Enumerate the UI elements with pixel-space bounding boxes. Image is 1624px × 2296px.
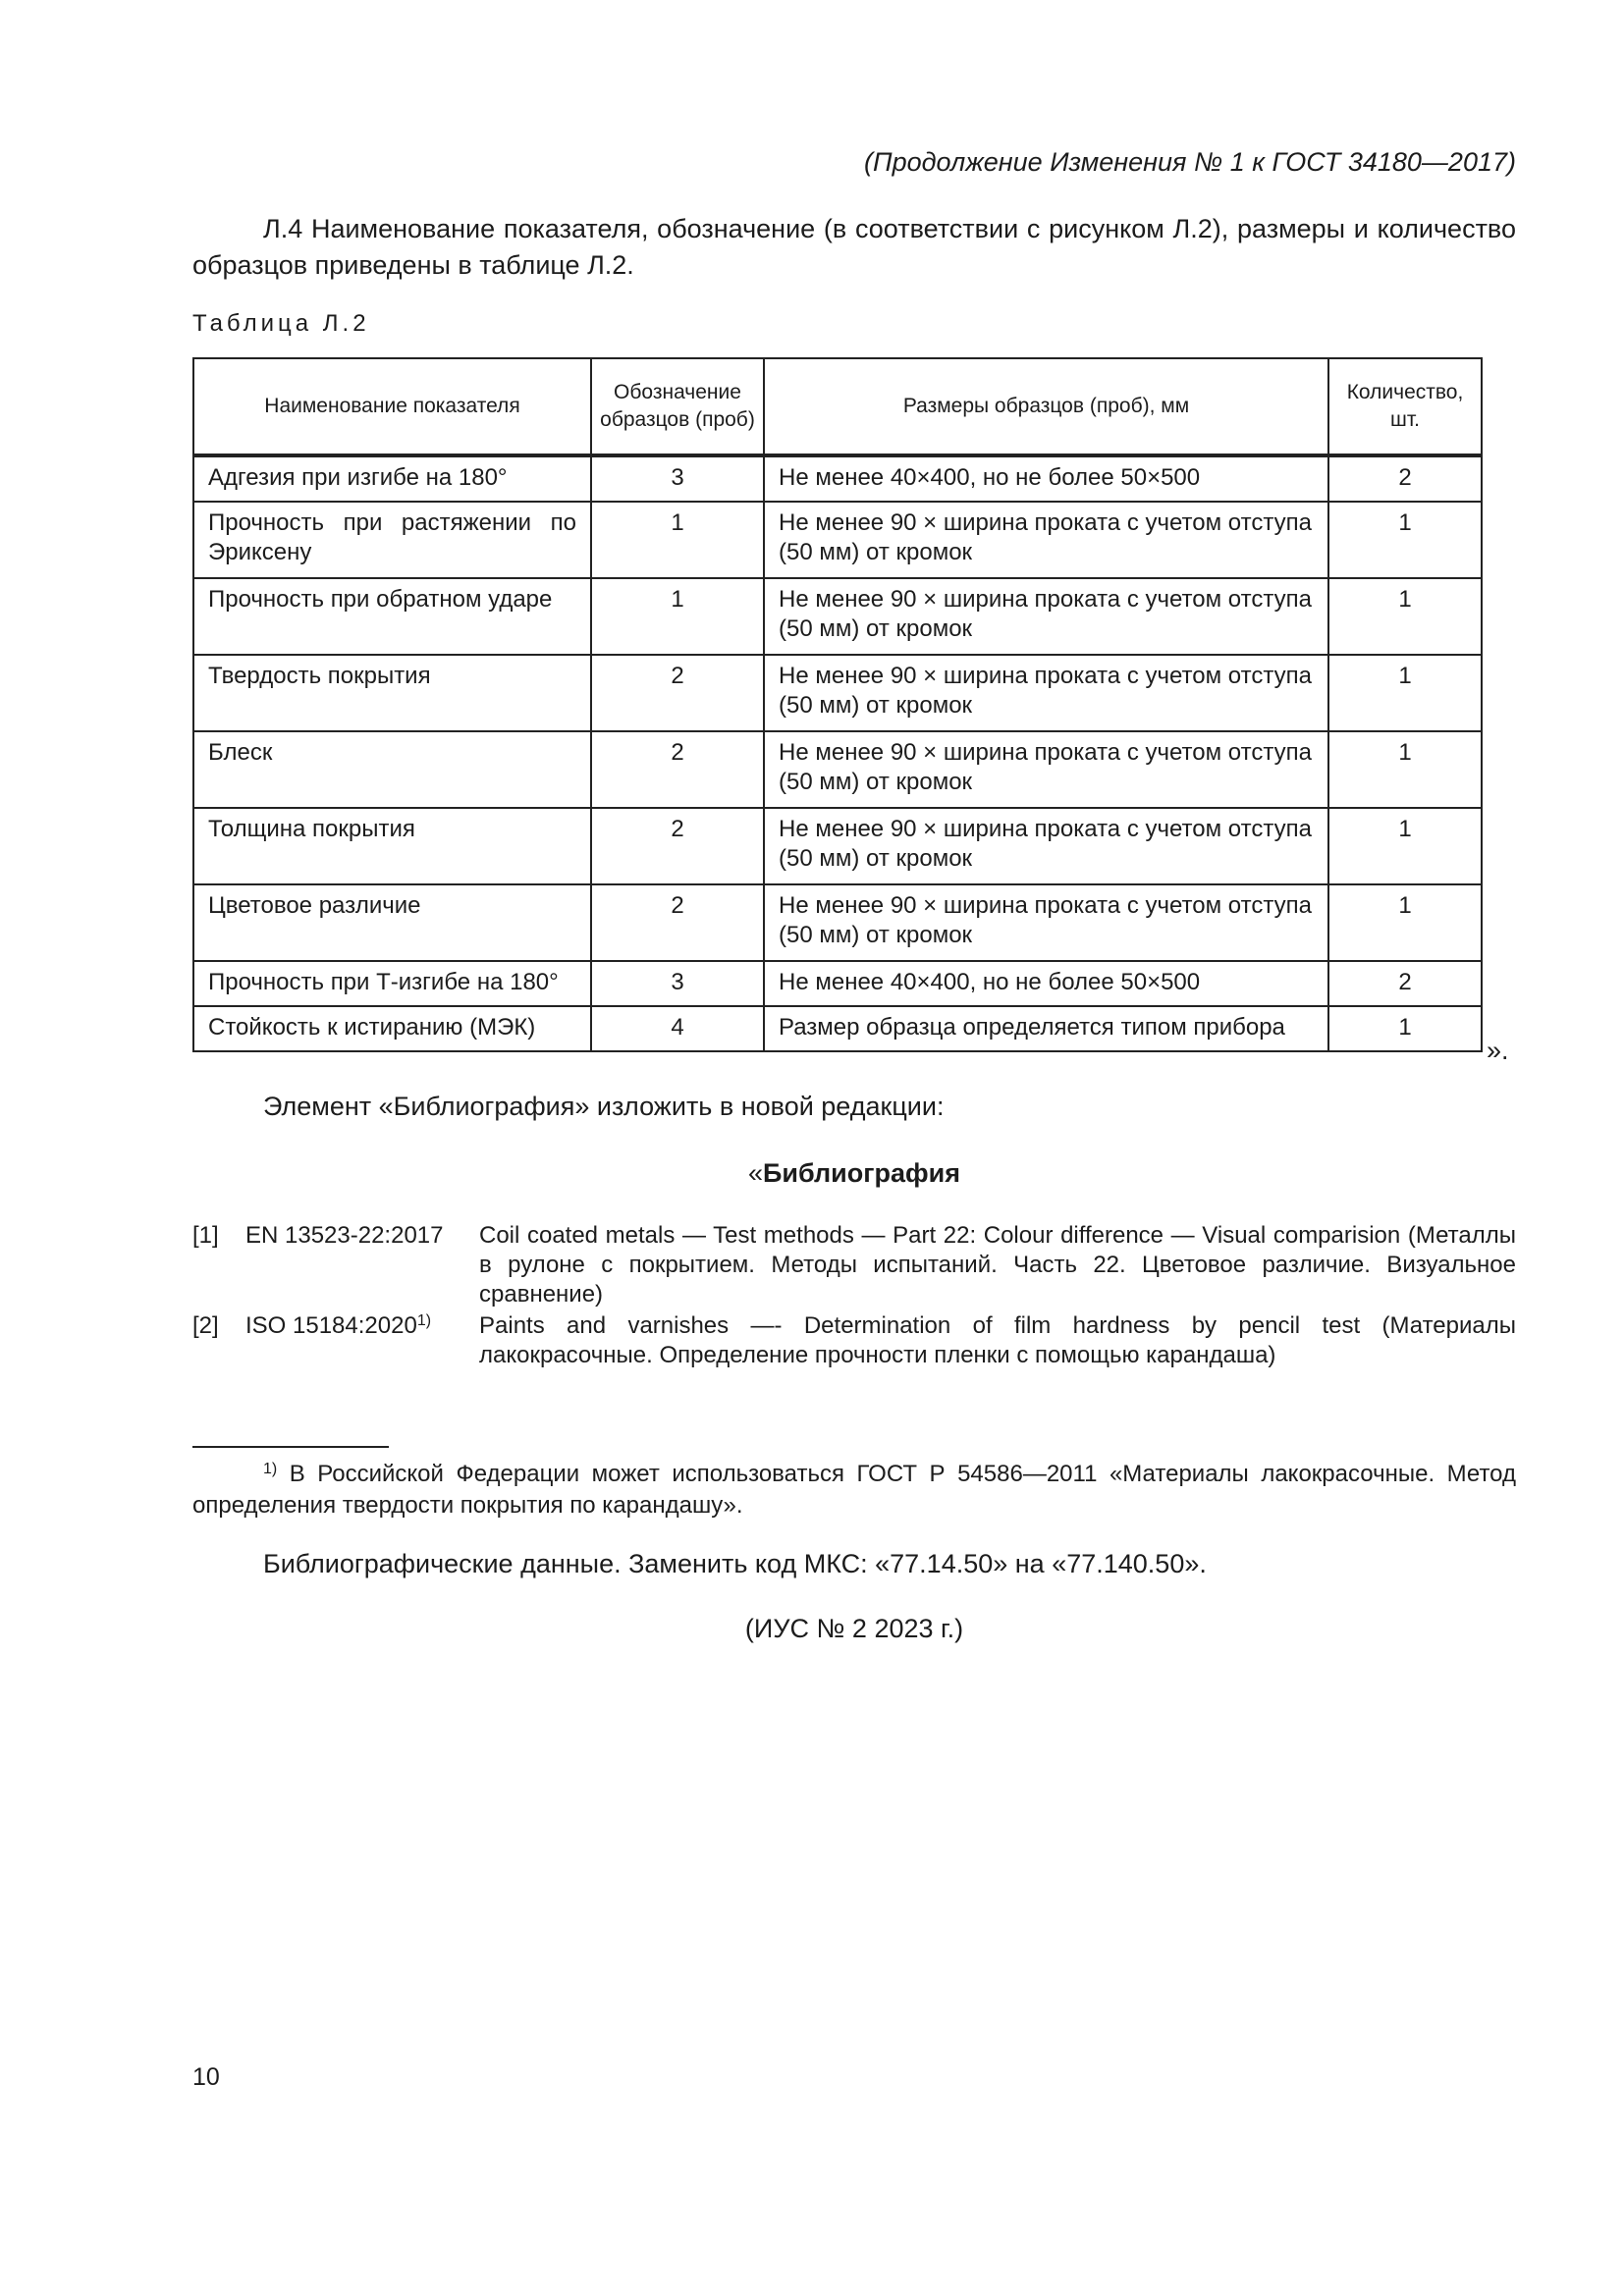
cell-quantity: 1 (1328, 1006, 1482, 1051)
cell-designation: 1 (591, 578, 764, 655)
page-number: 10 (192, 2063, 220, 2091)
cell-name: Твердость покрытия (193, 655, 591, 731)
bib-code: EN 13523-22:2017 (245, 1222, 444, 1249)
cell-quantity: 2 (1328, 961, 1482, 1006)
specimen-table (192, 357, 1481, 1052)
cell-name: Прочность при Т-изгибе на 180° (193, 961, 591, 1006)
cell-designation: 2 (591, 731, 764, 808)
bibliography-heading (0, 1158, 1624, 1189)
bib-code-text: ISO 15184:2020 (245, 1312, 417, 1339)
cell-size: Размер образца определяется типом прибора (764, 1006, 1328, 1051)
intro-paragraph: Л.4 Наименование показателя, обозначение (в соответствии с рисунком Л.2), размеры и количество образцов приведены в таблице Л.2. (192, 214, 1516, 280)
cell-quantity: 1 (1328, 578, 1482, 655)
cell-designation: 3 (591, 455, 764, 502)
cell-name: Адгезия при изгибе на 180° (193, 455, 591, 502)
footnote-mark: 1) (263, 1461, 278, 1477)
footnote-divider (192, 1446, 389, 1448)
cell-size: Не менее 40×400, но не более 50×500 (764, 961, 1328, 1006)
cell-quantity: 1 (1328, 808, 1482, 884)
cell-designation: 3 (591, 961, 764, 1006)
table-row (193, 455, 1482, 502)
cell-designation: 2 (591, 655, 764, 731)
bib-code (245, 1311, 431, 1341)
column-header: Количество, шт. (1328, 358, 1482, 455)
cell-size: Не менее 90 × ширина проката с учетом отступа (50 мм) от кромок (764, 808, 1328, 884)
open-quote: « (747, 1158, 764, 1188)
cell-size: Не менее 40×400, но не более 50×500 (764, 455, 1328, 502)
instruction-text: Элемент «Библиография» изложить в новой редакции: (263, 1092, 945, 1121)
cell-name: Блеск (193, 731, 591, 808)
table-row (193, 578, 1482, 655)
column-header: Наименование показателя (193, 358, 591, 455)
bib-number: [1] (192, 1222, 219, 1249)
bibliography-title: Библиография (763, 1158, 960, 1188)
cell-name: Цветовое различие (193, 884, 591, 961)
cell-designation: 4 (591, 1006, 764, 1051)
cell-quantity: 1 (1328, 502, 1482, 578)
bib-text: Paints and varnishes —- Determination of film hardness by pencil test (Материалы лакокрасочные. Определение прочности пленки с помощью карандаша) (479, 1312, 1516, 1368)
column-header: Обозначение образцов (проб) (591, 358, 764, 455)
footnote-ref[interactable]: 1) (416, 1312, 432, 1329)
table-row (193, 502, 1482, 578)
cell-name: Прочность при растяжении по Эриксену (193, 502, 591, 578)
table-row (193, 1006, 1482, 1051)
cell-designation: 2 (591, 884, 764, 961)
table-row (193, 808, 1482, 884)
cell-name: Стойкость к истиранию (МЭК) (193, 1006, 591, 1051)
cell-size: Не менее 90 × ширина проката с учетом отступа (50 мм) от кромок (764, 502, 1328, 578)
footnote-text: В Российской Федерации может использоваться ГОСТ Р 54586—2011 «Материалы лакокрасочные. Метод определения твердости покрытия по карандашу». (192, 1461, 1516, 1519)
cell-designation: 2 (591, 808, 764, 884)
bib-number: [2] (192, 1312, 219, 1339)
cell-quantity: 1 (1328, 655, 1482, 731)
ius-reference: (ИУС № 2 2023 г.) (744, 1614, 964, 1643)
table-row (193, 961, 1482, 1006)
table-header-row (193, 358, 1482, 455)
column-header: Размеры образцов (проб), мм (764, 358, 1328, 455)
cell-size: Не менее 90 × ширина проката с учетом отступа (50 мм) от кромок (764, 731, 1328, 808)
bibliographic-data: Библиографические данные. Заменить код МКС: «77.14.50» на «77.140.50». (263, 1549, 1207, 1578)
cell-designation: 1 (591, 502, 764, 578)
footnote (192, 1459, 1516, 1522)
cell-size: Не менее 90 × ширина проката с учетом отступа (50 мм) от кромок (764, 655, 1328, 731)
cell-quantity: 1 (1328, 884, 1482, 961)
cell-quantity: 1 (1328, 731, 1482, 808)
closing-quote: ». (1487, 1036, 1509, 1065)
cell-quantity: 2 (1328, 455, 1482, 502)
cell-size: Не менее 90 × ширина проката с учетом отступа (50 мм) от кромок (764, 578, 1328, 655)
running-header: (Продолжение Изменения № 1 к ГОСТ 34180—2017) (864, 147, 1516, 177)
bib-text: Coil coated metals — Test methods — Part 22: Colour difference — Visual comparision (Металлы в рулоне с покрытием. Методы испытаний. Часть 22. Цветовое различие. Визуальное сравнение) (479, 1222, 1516, 1308)
table-row (193, 731, 1482, 808)
cell-size: Не менее 90 × ширина проката с учетом отступа (50 мм) от кромок (764, 884, 1328, 961)
table-row (193, 884, 1482, 961)
cell-name: Толщина покрытия (193, 808, 591, 884)
cell-name: Прочность при обратном ударе (193, 578, 591, 655)
table-caption: Таблица Л.2 (192, 310, 370, 337)
table-row (193, 655, 1482, 731)
